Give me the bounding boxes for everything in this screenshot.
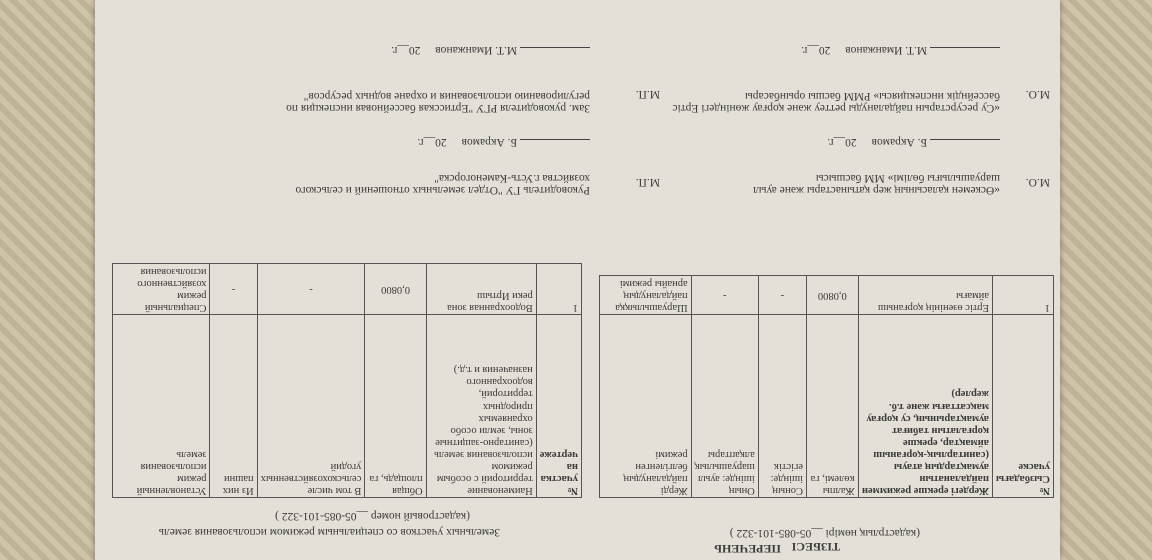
- kz-signature-line-1: [827, 136, 1000, 150]
- kz-signature-line-2: [801, 44, 1000, 58]
- ru-table-header-row: [113, 315, 582, 498]
- ru-signer-name-1: Б. Акрамов: [461, 136, 518, 148]
- kz-title: ТІЗБЕСІ: [791, 540, 840, 554]
- ru-signature-line-1: [417, 136, 590, 150]
- ru-signature-text-2: Зам. руководителя РГУ "Ертисская бассейновая инспекция по регулированию использования и охране водных ресурсов": [286, 90, 590, 114]
- kz-mo-stamp: М.О.: [1025, 176, 1050, 188]
- kz-cell-agri: -: [691, 275, 758, 314]
- kz-col-area: Жалпы көлемі, га: [806, 315, 858, 498]
- kz-signature-text-2: «Су ресурстарын пайдалануды реттеу және қорғау жөніндегі Ертіс бассейндік инспекциясы» РММ басшы орынбасары: [672, 90, 1000, 114]
- ru-date-1: 20__г.: [417, 136, 447, 148]
- ru-subtitle: Земельных участков со специальным режимом использования земель: [158, 526, 500, 538]
- kz-cell-area: 0,0800: [806, 275, 858, 314]
- kz-date-2: 20__г.: [801, 44, 831, 56]
- signature-line: [520, 139, 590, 150]
- signature-line: [930, 139, 1000, 150]
- ru-col-name: Наименование территорий с особым режимом использования земель (санитарно-защитные зоны, земли особо охраняемых природных территорий, водоохранного назначения и т.д.): [426, 315, 536, 498]
- table-row: [600, 275, 1054, 314]
- kz-cell-name: Ертіс өзенінің қорғаныш аймағы: [858, 275, 992, 314]
- kz-table-header-row: [600, 315, 1054, 498]
- ru-cell-area: 0,0800: [365, 263, 426, 314]
- kz-cell-arable: -: [758, 275, 806, 314]
- ru-col-regime: Установленный режим использования земель: [113, 315, 211, 498]
- kz-cell-number: 1: [992, 275, 1053, 314]
- kz-cell-regime: Шаруашылыққа пайдаланудың арнайы режимі: [600, 275, 692, 314]
- ru-col-arable: Из них пашни: [210, 315, 257, 498]
- signature-line: [930, 47, 1000, 58]
- ru-cell-agri: -: [257, 263, 365, 314]
- signature-line: [520, 47, 590, 58]
- kz-col-agri: Оның ішінде: ауыл шаруашылық алқаптары: [691, 315, 758, 498]
- ru-signer-name-2: М.Т. Иманжанов: [435, 44, 518, 56]
- ru-table: [112, 263, 582, 498]
- ru-cadastre: (кадастровый номер __05-085-101-322 ): [275, 510, 470, 522]
- kz-signer-name-2: М.Т. Иманжанов: [845, 44, 928, 56]
- kz-table: [599, 275, 1054, 498]
- ru-mp-stamp-1: М.П.: [635, 176, 660, 188]
- kz-col-name: Жердегі ерекше режиммен пайдаланатын аумақтардың атауы (санитарлық-қорғаныш аймақтар, ерекше қорғалатын табиғат аумақтарының, су қорғау мақсаттағы және т.б. жерлер): [858, 315, 992, 498]
- background-fabric-left: [0, 0, 110, 560]
- ru-col-agri: В том числе сельскохозяйственных угодий: [257, 315, 365, 498]
- kz-col-arable: Соның ішінде: егістік: [758, 315, 806, 498]
- ru-cell-arable: -: [210, 263, 257, 314]
- ru-cell-number: 1: [536, 263, 581, 314]
- document-sheet: [95, 0, 1060, 560]
- ru-mp-stamp-2: М.П.: [635, 88, 660, 100]
- kz-col-regime: Жерді пайдаланудың белгіленген режимі: [600, 315, 692, 498]
- ru-col-number: № участка на чертеже: [536, 315, 581, 498]
- ru-signature-line-2: [391, 44, 590, 58]
- kz-date-1: 20__г.: [827, 136, 857, 148]
- rotated-document: [95, 0, 1060, 560]
- kz-col-number: № Сызбадағы учаске: [992, 315, 1053, 498]
- ru-cell-regime: Специальный режим хозяйственного использования: [113, 263, 211, 314]
- kz-signer-name-1: Б. Акрамов: [871, 136, 928, 148]
- ru-signature-text-1: Руководитель ГУ "Отдел земельных отношений и сельского хозяйства г.Усть-Каменогорска": [295, 172, 590, 196]
- kz-signature-text-1: «Өскемен қаласының жер қатынастары және ауыл шаруашылығы бөлімі» ММ басшысы: [753, 172, 1000, 196]
- ru-cell-name: Водоохранная зона реки Иртыш: [426, 263, 536, 314]
- ru-title: ПЕРЕЧЕНЬ: [714, 542, 781, 556]
- table-row: [113, 263, 582, 314]
- kz-mo-stamp-2: М.О.: [1025, 88, 1050, 100]
- ru-date-2: 20__г.: [391, 44, 421, 56]
- ru-col-area: Общая площадь, га: [365, 315, 426, 498]
- kz-cadastre: (кадастрлық нөмірі __05-085-101-322 ): [729, 527, 920, 539]
